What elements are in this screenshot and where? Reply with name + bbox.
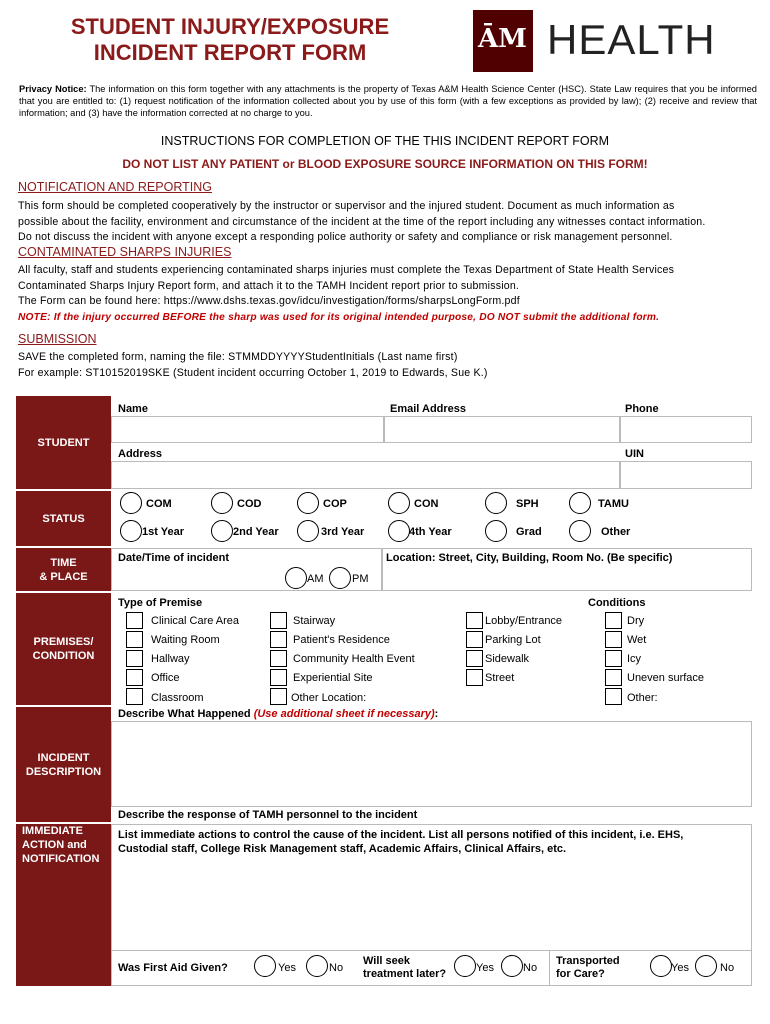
status-label: TAMU [598,498,629,510]
checkbox-uneven-surface[interactable] [605,669,622,686]
sharps-line: The Form can be found here: https://www.dshs.texas.gov/idcu/investigation/forms/sharpsLongForm.pdf [18,295,520,307]
am-label: AM [307,573,324,585]
side-time [16,548,111,591]
premise-option: Hallway [151,653,190,665]
status-label: COP [323,498,347,510]
checkbox-hallway[interactable] [126,650,143,667]
premise-option: Sidewalk [485,653,530,665]
premise-option: Stairway [293,615,336,627]
phone-field[interactable] [620,416,752,443]
response-label: Describe the response of TAMH personnel to the incident [118,809,418,821]
title-line-2: INCIDENT REPORT FORM [93,40,367,65]
checkbox-clinical-care-area[interactable] [126,612,143,629]
name-label: Name [118,403,148,415]
uin-field[interactable] [620,461,752,489]
premise-option: Parking Lot [485,634,541,646]
checkbox-community-health-event[interactable] [270,650,287,667]
title-line-1: STUDENT INJURY/EXPOSURE [70,14,390,39]
radio-transport-no[interactable] [695,955,717,977]
describe-note: (Use additional sheet if necessary) [253,708,435,720]
radio-1st-year[interactable] [120,520,142,542]
condition-option: Other: [627,692,658,704]
no-label: No [523,962,538,974]
side-time-line: TIME [50,556,77,569]
submission-heading: SUBMISSION [18,332,97,346]
side-immediate-line: ACTION and [22,839,87,851]
checkbox-other-condition[interactable] [605,688,622,705]
notification-heading: NOTIFICATION AND REPORTING [18,180,212,194]
status-label: COM [146,498,172,510]
radio-com[interactable] [120,492,142,514]
submission-body [18,350,488,381]
side-immediate-line: IMMEDIATE [22,825,83,837]
first-aid-label: Was First Aid Given? [118,962,228,974]
yes-label: Yes [476,962,494,974]
radio-other[interactable] [569,520,591,542]
radio-sph[interactable] [485,492,507,514]
checkbox-other-location[interactable] [270,688,287,705]
radio-cop[interactable] [297,492,319,514]
type-premise-label: Type of Premise [118,597,203,609]
incident-form [16,396,752,986]
status-label: SPH [516,498,539,510]
sharps-heading: CONTAMINATED SHARPS INJURIES [18,245,232,259]
checkbox-wet[interactable] [605,631,622,648]
datetime-label: Date/Time of incident [118,552,230,564]
sharps-line: All faculty, staff and students experiencing contaminated sharps injuries must complete the Texas Department of State Health Services [18,264,675,276]
checkbox-lobby-entrance[interactable] [466,612,483,629]
radio-con[interactable] [388,492,410,514]
condition-option: Icy [627,653,642,665]
privacy-label: Privacy Notice: [19,84,87,94]
premise-option: Experiential Site [293,672,373,684]
checkbox-parking-lot[interactable] [466,631,483,648]
radio-am[interactable] [285,567,307,589]
checkbox-patients-residence[interactable] [270,631,287,648]
describe-text: Describe What Happened [118,708,251,720]
notification-line: possible about the facility, environment and circumstance of the incident at the time of the report including any witnesses contact information. [18,215,706,228]
address-label: Address [118,448,163,460]
condition-option: Dry [627,615,645,627]
notification-line: This form should be completed cooperatively by the instructor or supervisor and the injured student. Document as much information as [18,200,675,212]
premise-option: Office [151,672,180,684]
name-field[interactable] [111,416,384,443]
status-label: Other [601,526,631,538]
checkbox-waiting-room[interactable] [126,631,143,648]
side-status: STATUS [16,491,111,546]
premise-option: Community Health Event [293,653,415,665]
premise-option: Lobby/Entrance [485,615,563,627]
status-label: CON [414,498,439,510]
radio-first-aid-no[interactable] [306,955,328,977]
checkbox-dry[interactable] [605,612,622,629]
seek-line: Will seek [363,955,410,967]
condition-option: Uneven surface [627,672,705,684]
side-immediate-line: NOTIFICATION [22,853,100,865]
address-field[interactable] [111,461,620,489]
side-premises [16,593,111,705]
describe-colon: : [434,708,439,720]
radio-2nd-year[interactable] [211,520,233,542]
premise-option: Patient's Residence [293,634,390,646]
submission-line: SAVE the completed form, naming the file: STMMDDYYYYStudentInitials (Last name first) [18,351,458,363]
radio-cod[interactable] [211,492,233,514]
uin-label: UIN [625,448,644,460]
side-premises-line: CONDITION [32,650,95,662]
premise-option: Clinical Care Area [151,615,240,627]
side-time-line: & PLACE [39,570,88,583]
seek-line: treatment later? [363,968,447,980]
transported-line: Transported [556,955,620,967]
immediate-action-field[interactable] [111,824,752,951]
status-label: 2nd Year [233,526,279,538]
location-field[interactable] [382,548,752,591]
transported-line: for Care? [556,968,605,980]
instructions-title: INSTRUCTIONS FOR COMPLETION OF THE THIS INCIDENT REPORT FORM [160,134,610,148]
email-label: Email Address [390,403,467,415]
incident-description-field[interactable] [111,721,752,807]
privacy-notice [19,83,757,119]
status-label: 1st Year [142,526,185,538]
radio-seek-yes[interactable] [454,955,476,977]
side-premises-line: PREMISES/ [33,636,94,648]
conditions-label: Conditions [588,597,646,609]
side-incident-line: DESCRIPTION [25,765,102,778]
side-student: STUDENT [16,396,111,489]
list-actions-line: List immediate actions to control the cause of the incident. List all persons notified of this incident, i.e. EHS, [118,829,684,841]
no-label: No [720,962,735,974]
logo-word: HEALTH [547,16,716,63]
side-incident [16,707,111,822]
transported-label [556,955,620,981]
notification-line: Do not discuss the incident with anyone except a responding police authority or safety and compliance or risk management personnel. [18,231,673,243]
premise-option: Waiting Room [151,634,220,646]
radio-seek-no[interactable] [501,955,523,977]
side-incident-line: INCIDENT [37,751,90,764]
warning-text: DO NOT LIST ANY PATIENT or BLOOD EXPOSURE SOURCE INFORMATION ON THIS FORM! [122,157,648,171]
notification-body [18,199,706,246]
yes-label: Yes [671,962,689,974]
radio-grad[interactable] [485,520,507,542]
no-label: No [329,962,344,974]
checkbox-experiential-site[interactable] [270,669,287,686]
status-label: COD [237,498,262,510]
logo-mark: ĀM [478,24,527,54]
status-label: 3rd Year [321,526,365,538]
radio-3rd-year[interactable] [297,520,319,542]
checkbox-stairway[interactable] [270,612,287,629]
radio-first-aid-yes[interactable] [254,955,276,977]
describe-label [118,708,438,720]
checkbox-street[interactable] [466,669,483,686]
condition-option: Wet [627,634,647,646]
side-immediate [16,824,111,986]
form-title [20,14,440,66]
email-field[interactable] [384,416,620,443]
submission-line: For example: ST10152019SKE (Student incident occurring October 1, 2019 to Edwards, Sue K.) [18,366,488,379]
radio-4th-year[interactable] [388,520,410,542]
checkbox-classroom[interactable] [126,688,143,705]
premise-option: Classroom [151,692,204,704]
checkbox-office[interactable] [126,669,143,686]
seek-treatment-label [363,955,446,981]
radio-pm[interactable] [329,567,351,589]
status-label: 4th Year [409,526,452,538]
sharps-body [18,263,674,325]
premise-option: Street [485,672,515,684]
sharps-line: Contaminated Sharps Injury Report form, and attach it to the TAMH Incident report prior to submission. [18,279,520,292]
checkbox-icy[interactable] [605,650,622,667]
yes-label: Yes [278,962,296,974]
pm-label: PM [352,573,369,585]
privacy-text: The information on this form together with any attachments is the property of Texas A&M Health Science Center (HSC). State Law requires that you be informed that you are entitled to: (1) request notification of the information collected about you by use of this form (with a few exceptions as provided by law); (2) receive and review that information; and (3) have the information corrected at no charge to you. [19,84,757,118]
radio-tamu[interactable] [569,492,591,514]
location-label: Location: Street, City, Building, Room No. (Be specific) [386,552,673,564]
checkbox-sidewalk[interactable] [466,650,483,667]
list-actions-line: Custodial staff, College Risk Management staff, Academic Affairs, Clinical Affairs, etc. [118,843,567,855]
status-label: Grad [516,526,542,538]
phone-label: Phone [625,403,659,415]
radio-transport-yes[interactable] [650,955,672,977]
premise-option: Other Location: [291,692,367,704]
sharps-note: NOTE: If the injury occurred BEFORE the sharp was used for its original intended purpose, DO NOT submit the additional form. [18,311,660,323]
